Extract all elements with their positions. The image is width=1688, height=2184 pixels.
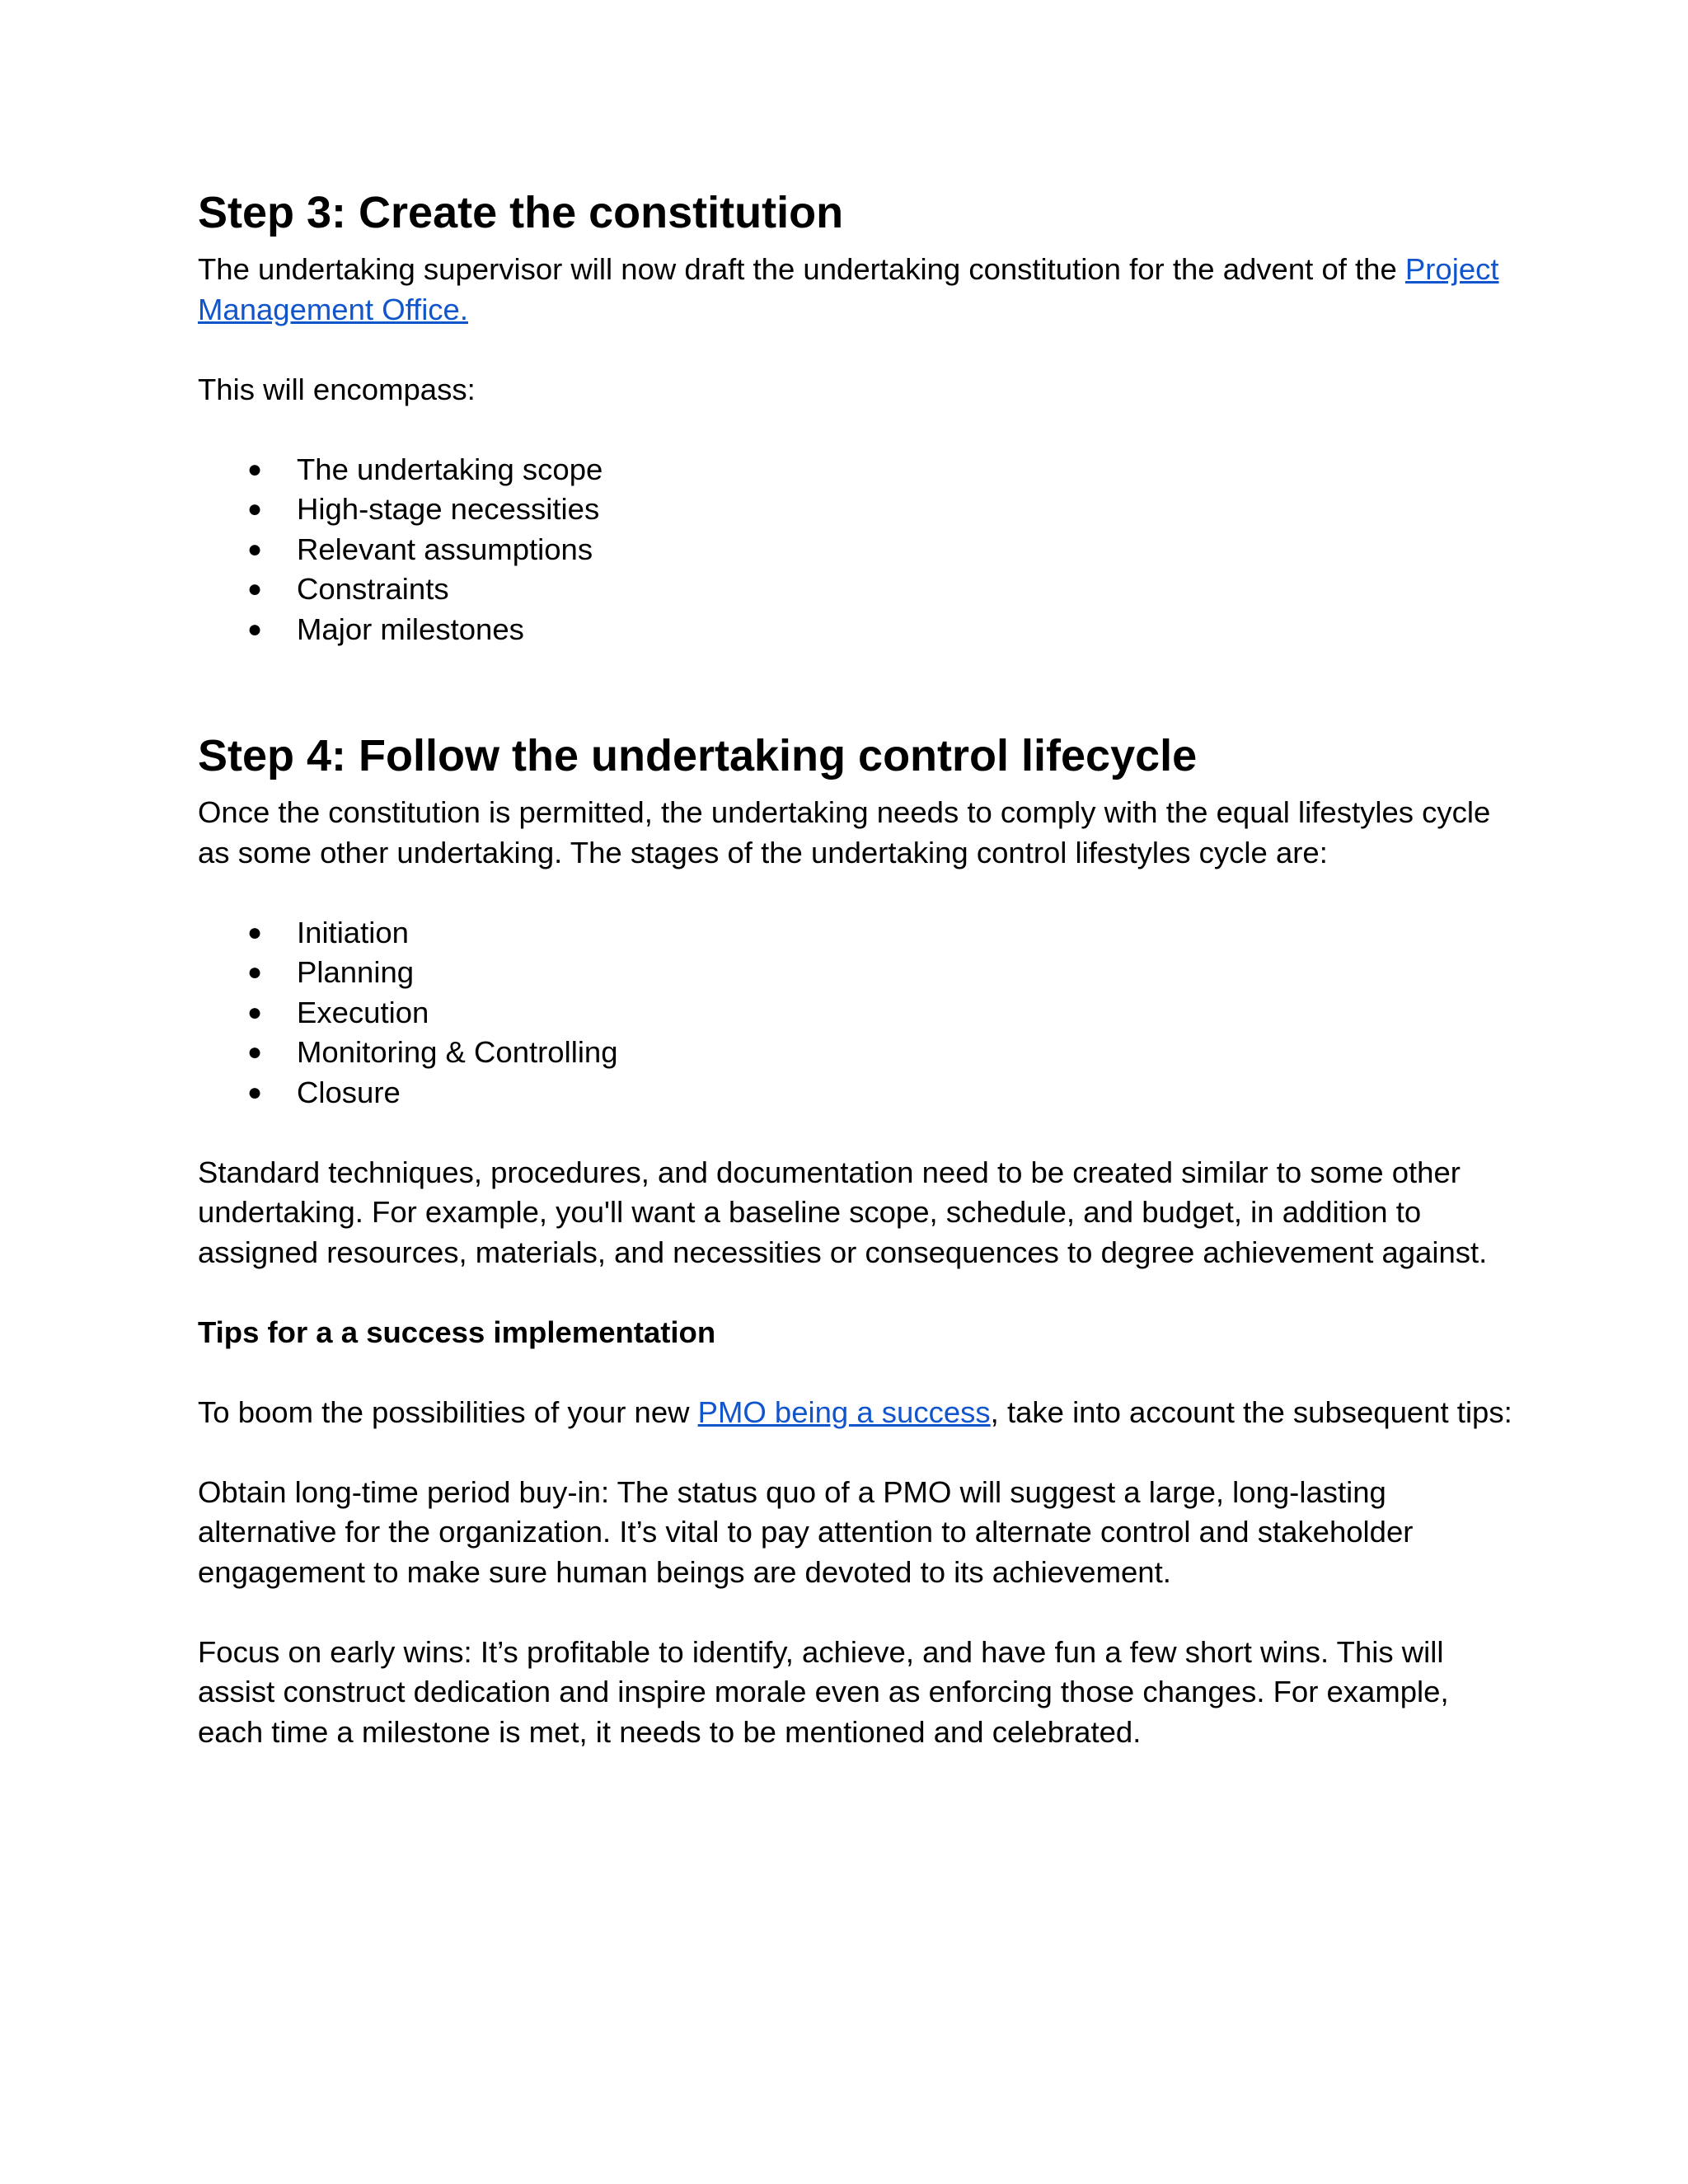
tips-intro-paragraph [198,1393,1517,1433]
list-item [198,530,1517,570]
pmo-office-link[interactable]: Project Management Office. [198,252,1499,326]
list-item-label: High-stage necessities [297,492,600,526]
list-item [198,610,1517,650]
bullet-icon: ● [247,615,263,643]
bullet-icon: ● [247,575,263,602]
step3-intro-paragraph [198,250,1517,330]
list-item [198,993,1517,1033]
bullet-icon: ● [247,455,263,483]
step4-intro-paragraph: Once the constitution is permitted, the undertaking needs to comply with the equal lifestyles cycle as some other undertaking. The stages of the undertaking control lifestyles cycle are: [198,795,1491,869]
tips-subheading: Tips for a a success implementation [198,1315,716,1349]
tips-intro-after: , take into account the subsequent tips: [990,1394,1512,1429]
pmo-success-link[interactable]: PMO being a success [697,1394,991,1429]
list-item [198,1073,1517,1113]
list-item-label: Constraints [297,572,449,606]
step4-list [198,913,1517,1113]
step3-heading: Step 3: Create the constitution [198,188,844,237]
bullet-icon: ● [247,958,263,986]
list-item [198,953,1517,993]
bullet-icon: ● [247,1038,263,1066]
buy-in-paragraph: Obtain long-time period buy-in: The status quo of a PMO will suggest a large, long-lasting alternative for the organization. It’s vital to pay attention to alternate control and stakeholder engagement to make sure human beings are devoted to its achievement. [198,1474,1414,1589]
bullet-icon: ● [247,1078,263,1106]
list-item-label: Planning [297,955,415,989]
step3-list [198,450,1517,650]
list-item-label: Execution [297,995,429,1029]
list-item-label: Closure [297,1075,401,1109]
bullet-icon: ● [247,918,263,946]
list-item [198,913,1517,954]
encompass-text: This will encompass: [198,372,476,406]
step3-intro-text: The undertaking supervisor will now draft the undertaking constitution for the advent of the [198,252,1405,286]
list-item-label: Major milestones [297,612,524,646]
standard-techniques-paragraph: Standard techniques, procedures, and documentation need to be created similar to some other undertaking. For example, you'll want a baseline scope, schedule, and budget, in addition to assigned resources, materials, and necessities or consequences to degree achievement against. [198,1155,1488,1269]
list-item [198,490,1517,530]
tips-intro-before: To boom the possibilities of your new [198,1394,698,1429]
bullet-icon: ● [247,495,263,523]
list-item-label: Relevant assumptions [297,532,593,566]
bullet-icon: ● [247,998,263,1026]
bullet-icon: ● [247,535,263,563]
list-item [198,1033,1517,1073]
list-item [198,569,1517,610]
list-item-label: Monitoring & Controlling [297,1035,618,1069]
step4-heading: Step 4: Follow the undertaking control lifecycle [198,731,1198,780]
list-item [198,450,1517,490]
document-page [198,185,1517,1752]
list-item-label: The undertaking scope [297,452,603,486]
list-item-label: Initiation [297,915,409,949]
early-wins-paragraph: Focus on early wins: It’s profitable to identify, achieve, and have fun a few short wins. This will assist construct dedication and inspire morale even as enforcing those changes. For example, each time a milestone is met, it needs to be mentioned and celebrated. [198,1634,1449,1749]
